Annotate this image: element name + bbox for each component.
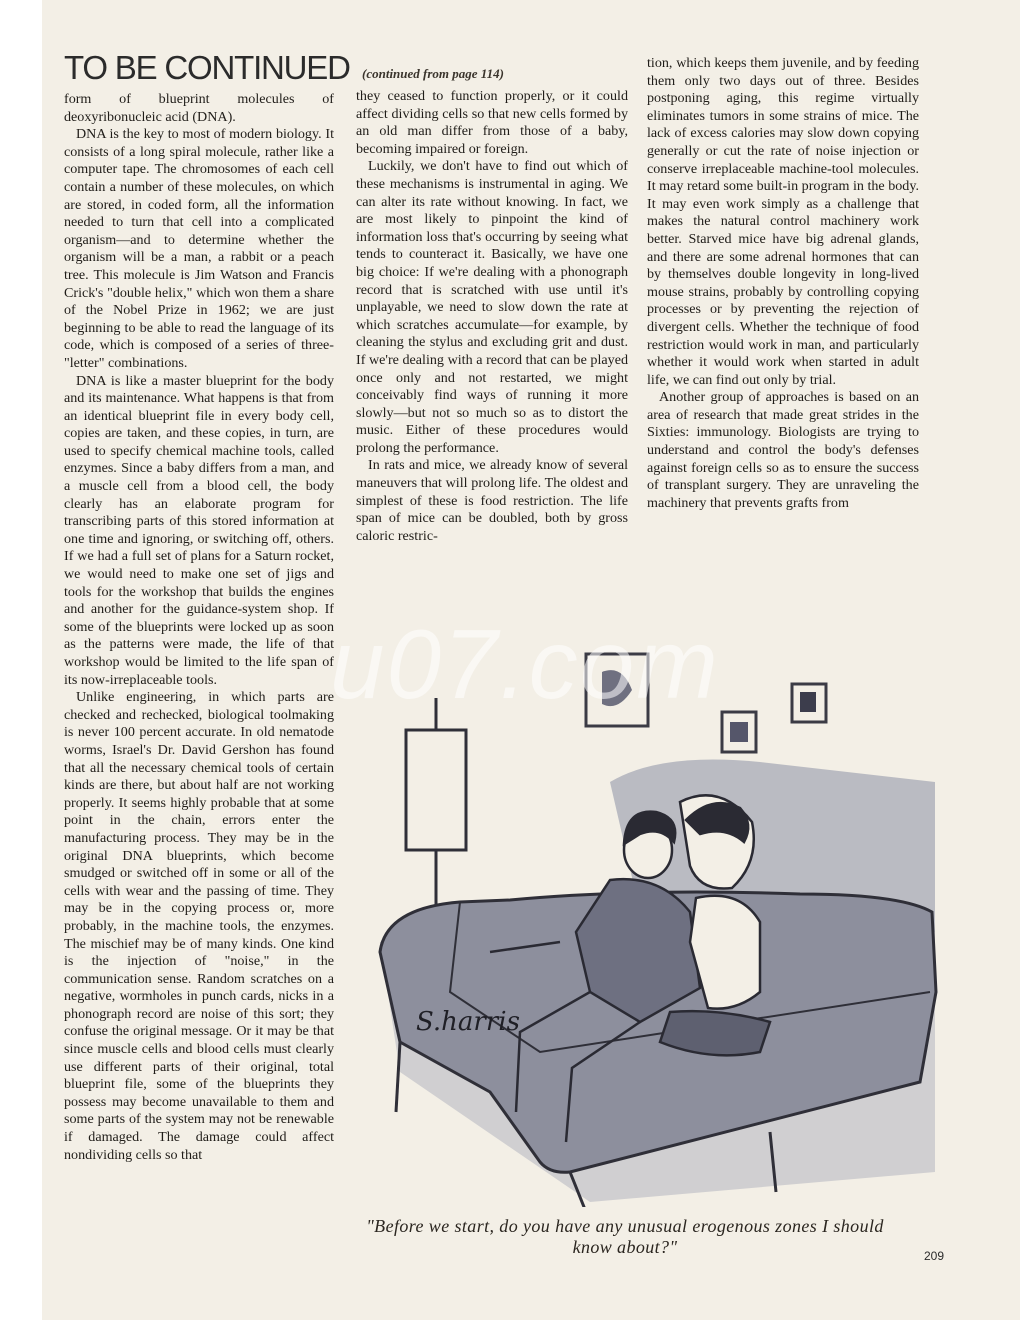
cartoon-illustration — [340, 612, 940, 1207]
paragraph: DNA is the key to most of modern biology. It consists of a long spiral molecule, rather like a computer tape. The chromosomes of each cell contain a number of these molecules, on which are stored, in coded form, all the information needed to turn that cell into a complicated organism—and to determine whether the organism will be a man, a rabbit or a peach tree. This molecule is Jim Watson and Francis Crick's "double helix," which won them a share of the Nobel Prize in 1962; we are just beginning to be able to read the language of its code, which is composed of a series of three-"letter" combinations. — [64, 126, 334, 371]
paragraph: form of blueprint molecules of deoxyribonucleic acid (DNA). — [64, 91, 334, 125]
continued-note: (continued from page 114) — [362, 66, 504, 81]
page-margin — [0, 0, 42, 1320]
paragraph: Another group of approaches is based on an area of research that made great strides in the Sixties: immunology. Biologists are trying to understand and control the body's defenses against foreign cells so as to ensure the success of transplant surgery. They are unraveling the machinery that prevents grafts from — [647, 389, 919, 511]
paragraph: Unlike engineering, in which parts are checked and rechecked, biological toolmaking is never 100 percent accurate. In old nematode worms, Israel's Dr. David Gershon has found that all the necessary chemical tools of certain kinds are there, but about half are not working properly. It seems highly probable that at some point in the chain, errors enter the manufacturing process. They may be in the original DNA blueprints, which become smudged or switched off in some or all of the cells with wear and the passing of time. They may be in the copying process or, more probably, in the machine tools, the enzymes. The mischief may be of many kinds. One kind is the injection of "noise," in the communication sense. Random scratches on a negative, wormholes in punch cards, nicks in a phonograph record are noise of this sort; they confuse the original message. Or it may be that since muscle cells and blood cells must clearly use different parts of their original, total blueprint file, some of the blueprints they possess may become unavailable to them and some parts of the system may not be renewable if damaged. The damage could affect nondividing cells so that — [64, 689, 334, 1163]
paragraph: In rats and mice, we already know of several maneuvers that will prolong life. The oldest and simplest of these is food restriction. The life span of mice can be doubled, both by gross caloric restric- — [356, 457, 628, 544]
text-column-3 — [647, 55, 919, 595]
paragraph: tion, which keeps them juvenile, and by feeding them only two days out of three. Besides postponing aging, this regime virtually eliminates tumors in some strains of mice. The lack of excess calories may slow down copying generally or cut the rate of noise injection or conserve irreplaceable machine-tool molecules. It may retard some built-in program in the body. It may even work simply as a challenge that makes the natural control machinery work better. Starved mice have big adrenal glands, and there are some adrenal hormones that can by themselves double longevity in long-lived mouse strains, probably by controlling copying processes or by preventing the rejection of divergent cells. Whether the technique of food restriction would work in man, and particularly whether it would work when started in adult life, we can find out only by trial. — [647, 55, 919, 388]
paragraph: Luckily, we don't have to find out which of these mechanisms is instrumental in aging. We can alter its rate without knowing. In fact, we are most likely to pinpoint the kind of information loss that's occurring by seeing what tends to counteract it. Basically, we have one big choice: If we're dealing with a phonograph record that is scratched with use until it's unplayable, we need to slow down the rate at which scratches accumulate—for example, by cleaning the stylus and excluding grit and dust. If we're dealing with a record that can be played once only and not restarted, we might conceivably find ways of running it more slowly—but not so much so as to distort the music. Either of these procedures would prolong the performance. — [356, 158, 628, 456]
wall-picture-medium — [722, 712, 756, 752]
floor-lamp — [406, 698, 466, 930]
text-column-2 — [356, 88, 628, 593]
wall-picture-small — [792, 684, 826, 722]
cartoon-caption: "Before we start, do you have any unusual erogenous zones I should know about?" — [366, 1216, 884, 1257]
wall-picture-large — [586, 654, 648, 726]
section-title: TO BE CONTINUED — [64, 49, 350, 86]
text-column-1 — [64, 91, 334, 1266]
paragraph: they ceased to function properly, or it could affect dividing cells so that new cells formed by an old man differ from those of a baby, becoming impaired or foreign. — [356, 88, 628, 157]
artist-signature: S.harris — [416, 1007, 520, 1037]
paragraph: DNA is like a master blueprint for the body and its maintenance. What happens is that from an identical blueprint file in every body cell, copies are taken, and these copies, in turn, are used to specify chemical machine tools, called enzymes. Since a baby differs from a man, and a muscle cell from a blood cell, the body clearly has an elaborate program for transcribing parts of this stored information at one time and ignoring, or switching off, others. If we had a full set of plans for a Saturn rocket, we would need to make one set of jigs and tools for the workshop that builds the engines and another for the guidance-system shop. If some of the blueprints were locked up as soon as the patterns were made, the life of that workshop would be limited to the life span of its now-irreplaceable tools. — [64, 372, 334, 688]
page-number: 209 — [924, 1249, 945, 1263]
watermark: u07.com — [330, 609, 720, 719]
